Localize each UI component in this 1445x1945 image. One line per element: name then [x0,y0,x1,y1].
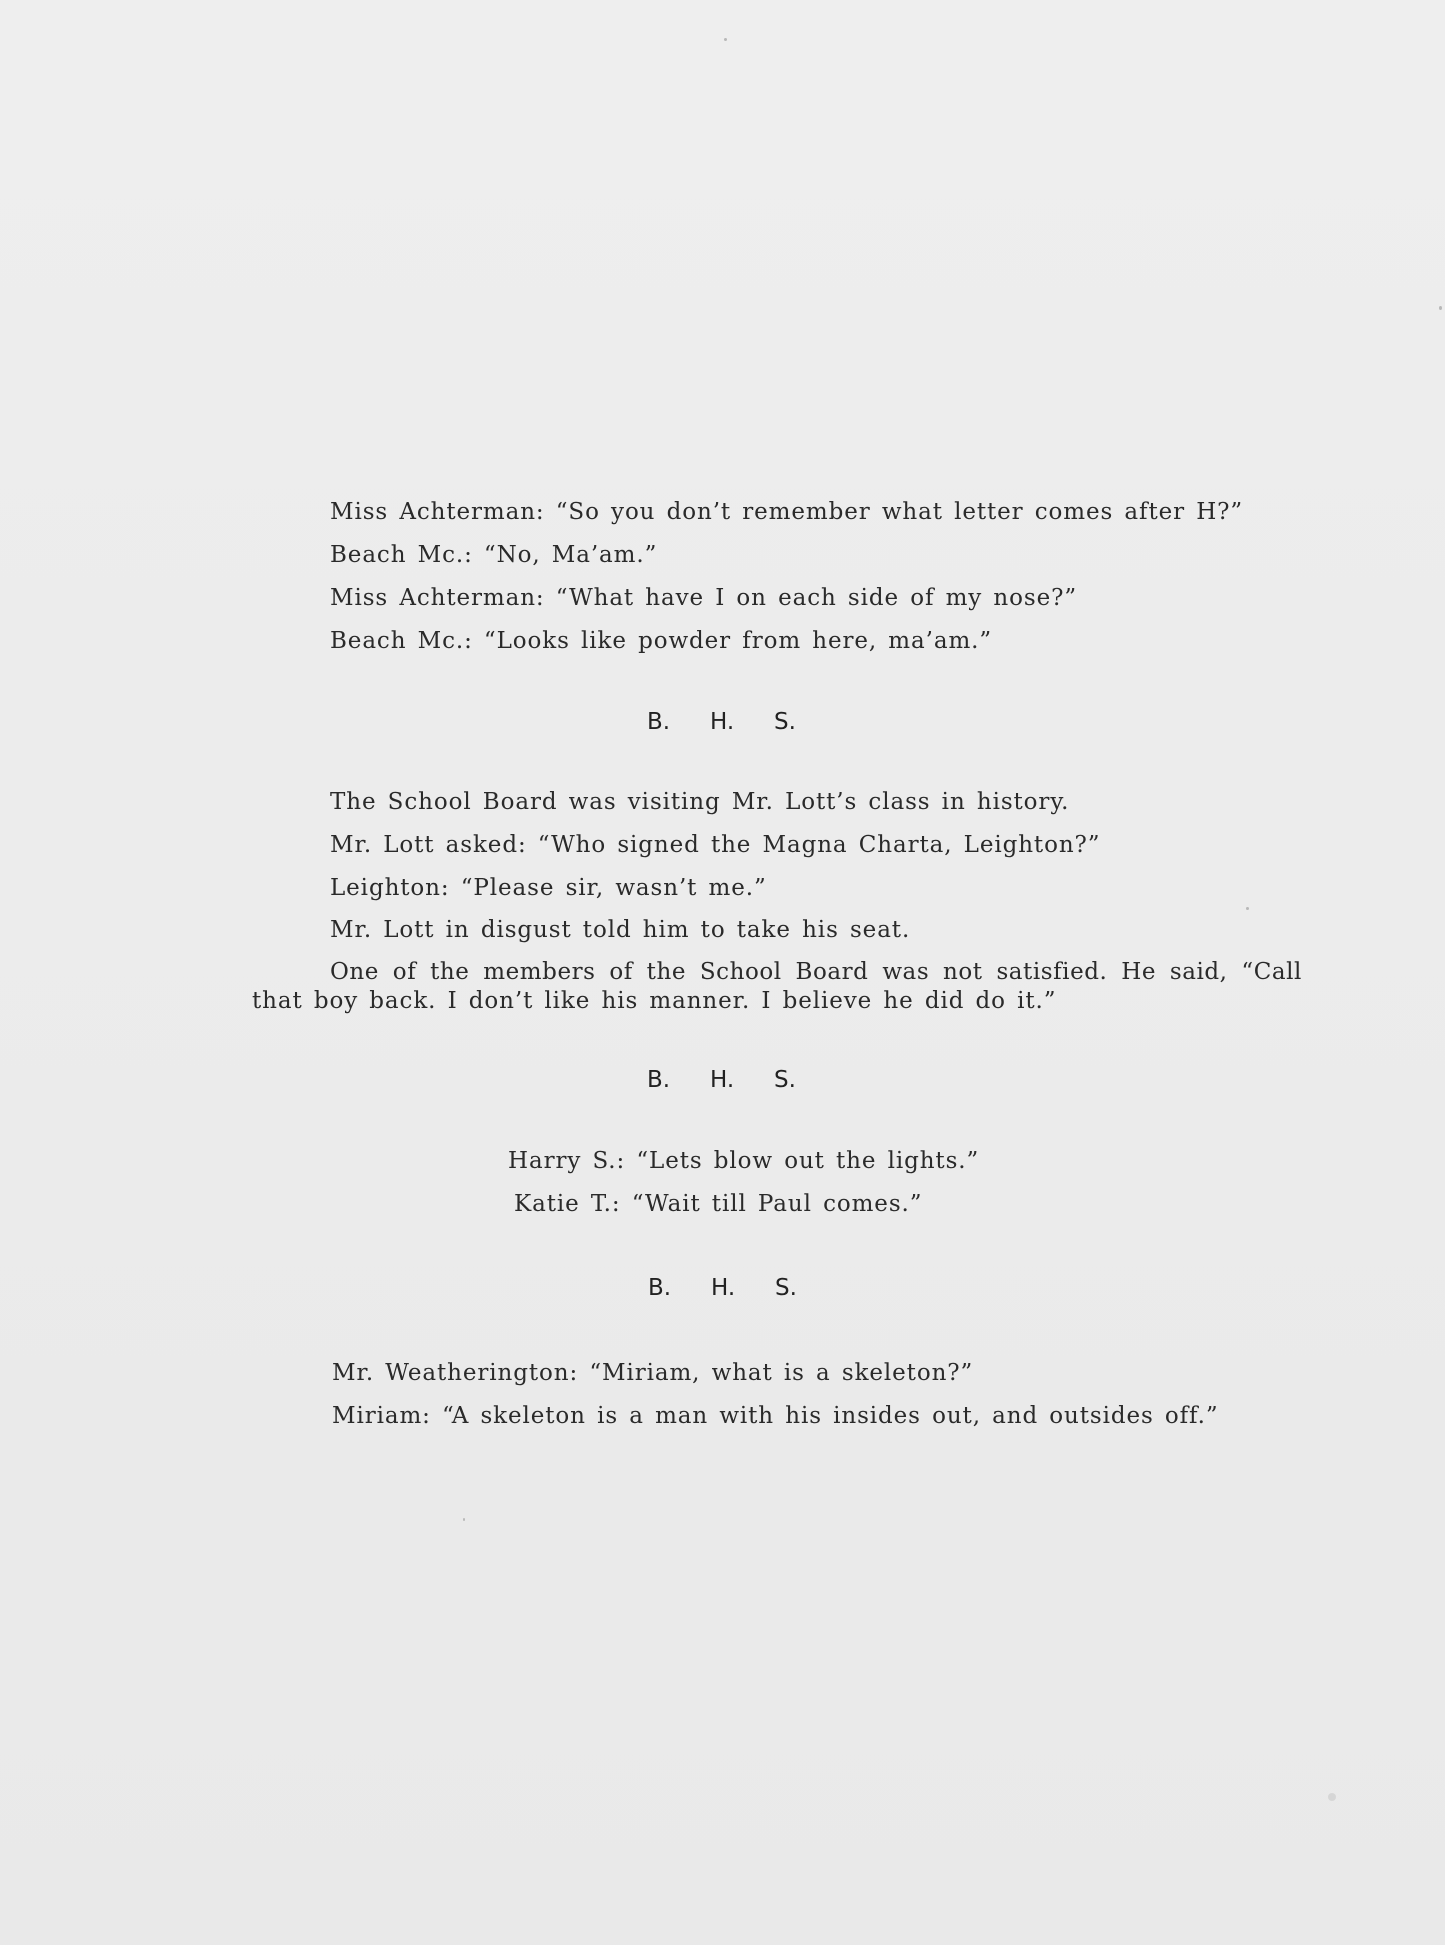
text-line: The School Board was visiting Mr. Lott’s class in history. [330,789,1070,815]
paper-speck [1246,907,1249,910]
text-line: Beach Mc.: “Looks like powder from here, ma’am.” [330,628,993,654]
divider-letter-s: S. [774,1067,796,1093]
divider-letter-b: B. [647,709,671,735]
text-line: Mr. Lott in disgust told him to take his seat. [330,917,911,943]
text-line: that boy back. I don’t like his manner. I believe he did do it.” [252,988,1057,1014]
section-divider [647,1065,796,1095]
text-line: Mr. Weatherington: “Miriam, what is a skeleton?” [332,1360,974,1386]
paper-speck [1328,1793,1336,1801]
divider-letter-b: B. [647,1067,671,1093]
paper-speck [724,38,727,41]
divider-letter-b: B. [648,1275,672,1301]
text-line: Leighton: “Please sir, wasn’t me.” [330,875,767,901]
text-line: Miriam: “A skeleton is a man with his insides out, and outsides off.” [332,1403,1219,1429]
section-divider [647,707,796,737]
section-divider [648,1273,797,1303]
text-line: Mr. Lott asked: “Who signed the Magna Charta, Leighton?” [330,832,1101,858]
text-line: Katie T.: “Wait till Paul comes.” [514,1191,923,1217]
divider-letter-h: H. [710,709,735,735]
divider-letter-s: S. [774,709,796,735]
text-line: Beach Mc.: “No, Ma’am.” [330,542,658,568]
paper-speck [1439,306,1442,310]
text-line: Harry S.: “Lets blow out the lights.” [508,1148,980,1174]
text-line: Miss Achterman: “So you don’t remember what letter comes after H?” [330,499,1244,525]
divider-letter-s: S. [775,1275,797,1301]
divider-letter-h: H. [711,1275,736,1301]
text-line: Miss Achterman: “What have I on each side of my nose?” [330,585,1077,611]
paper-speck [463,1518,465,1521]
divider-letter-h: H. [710,1067,735,1093]
text-line: One of the members of the School Board was not satisfied. He said, “Call [330,959,1302,985]
